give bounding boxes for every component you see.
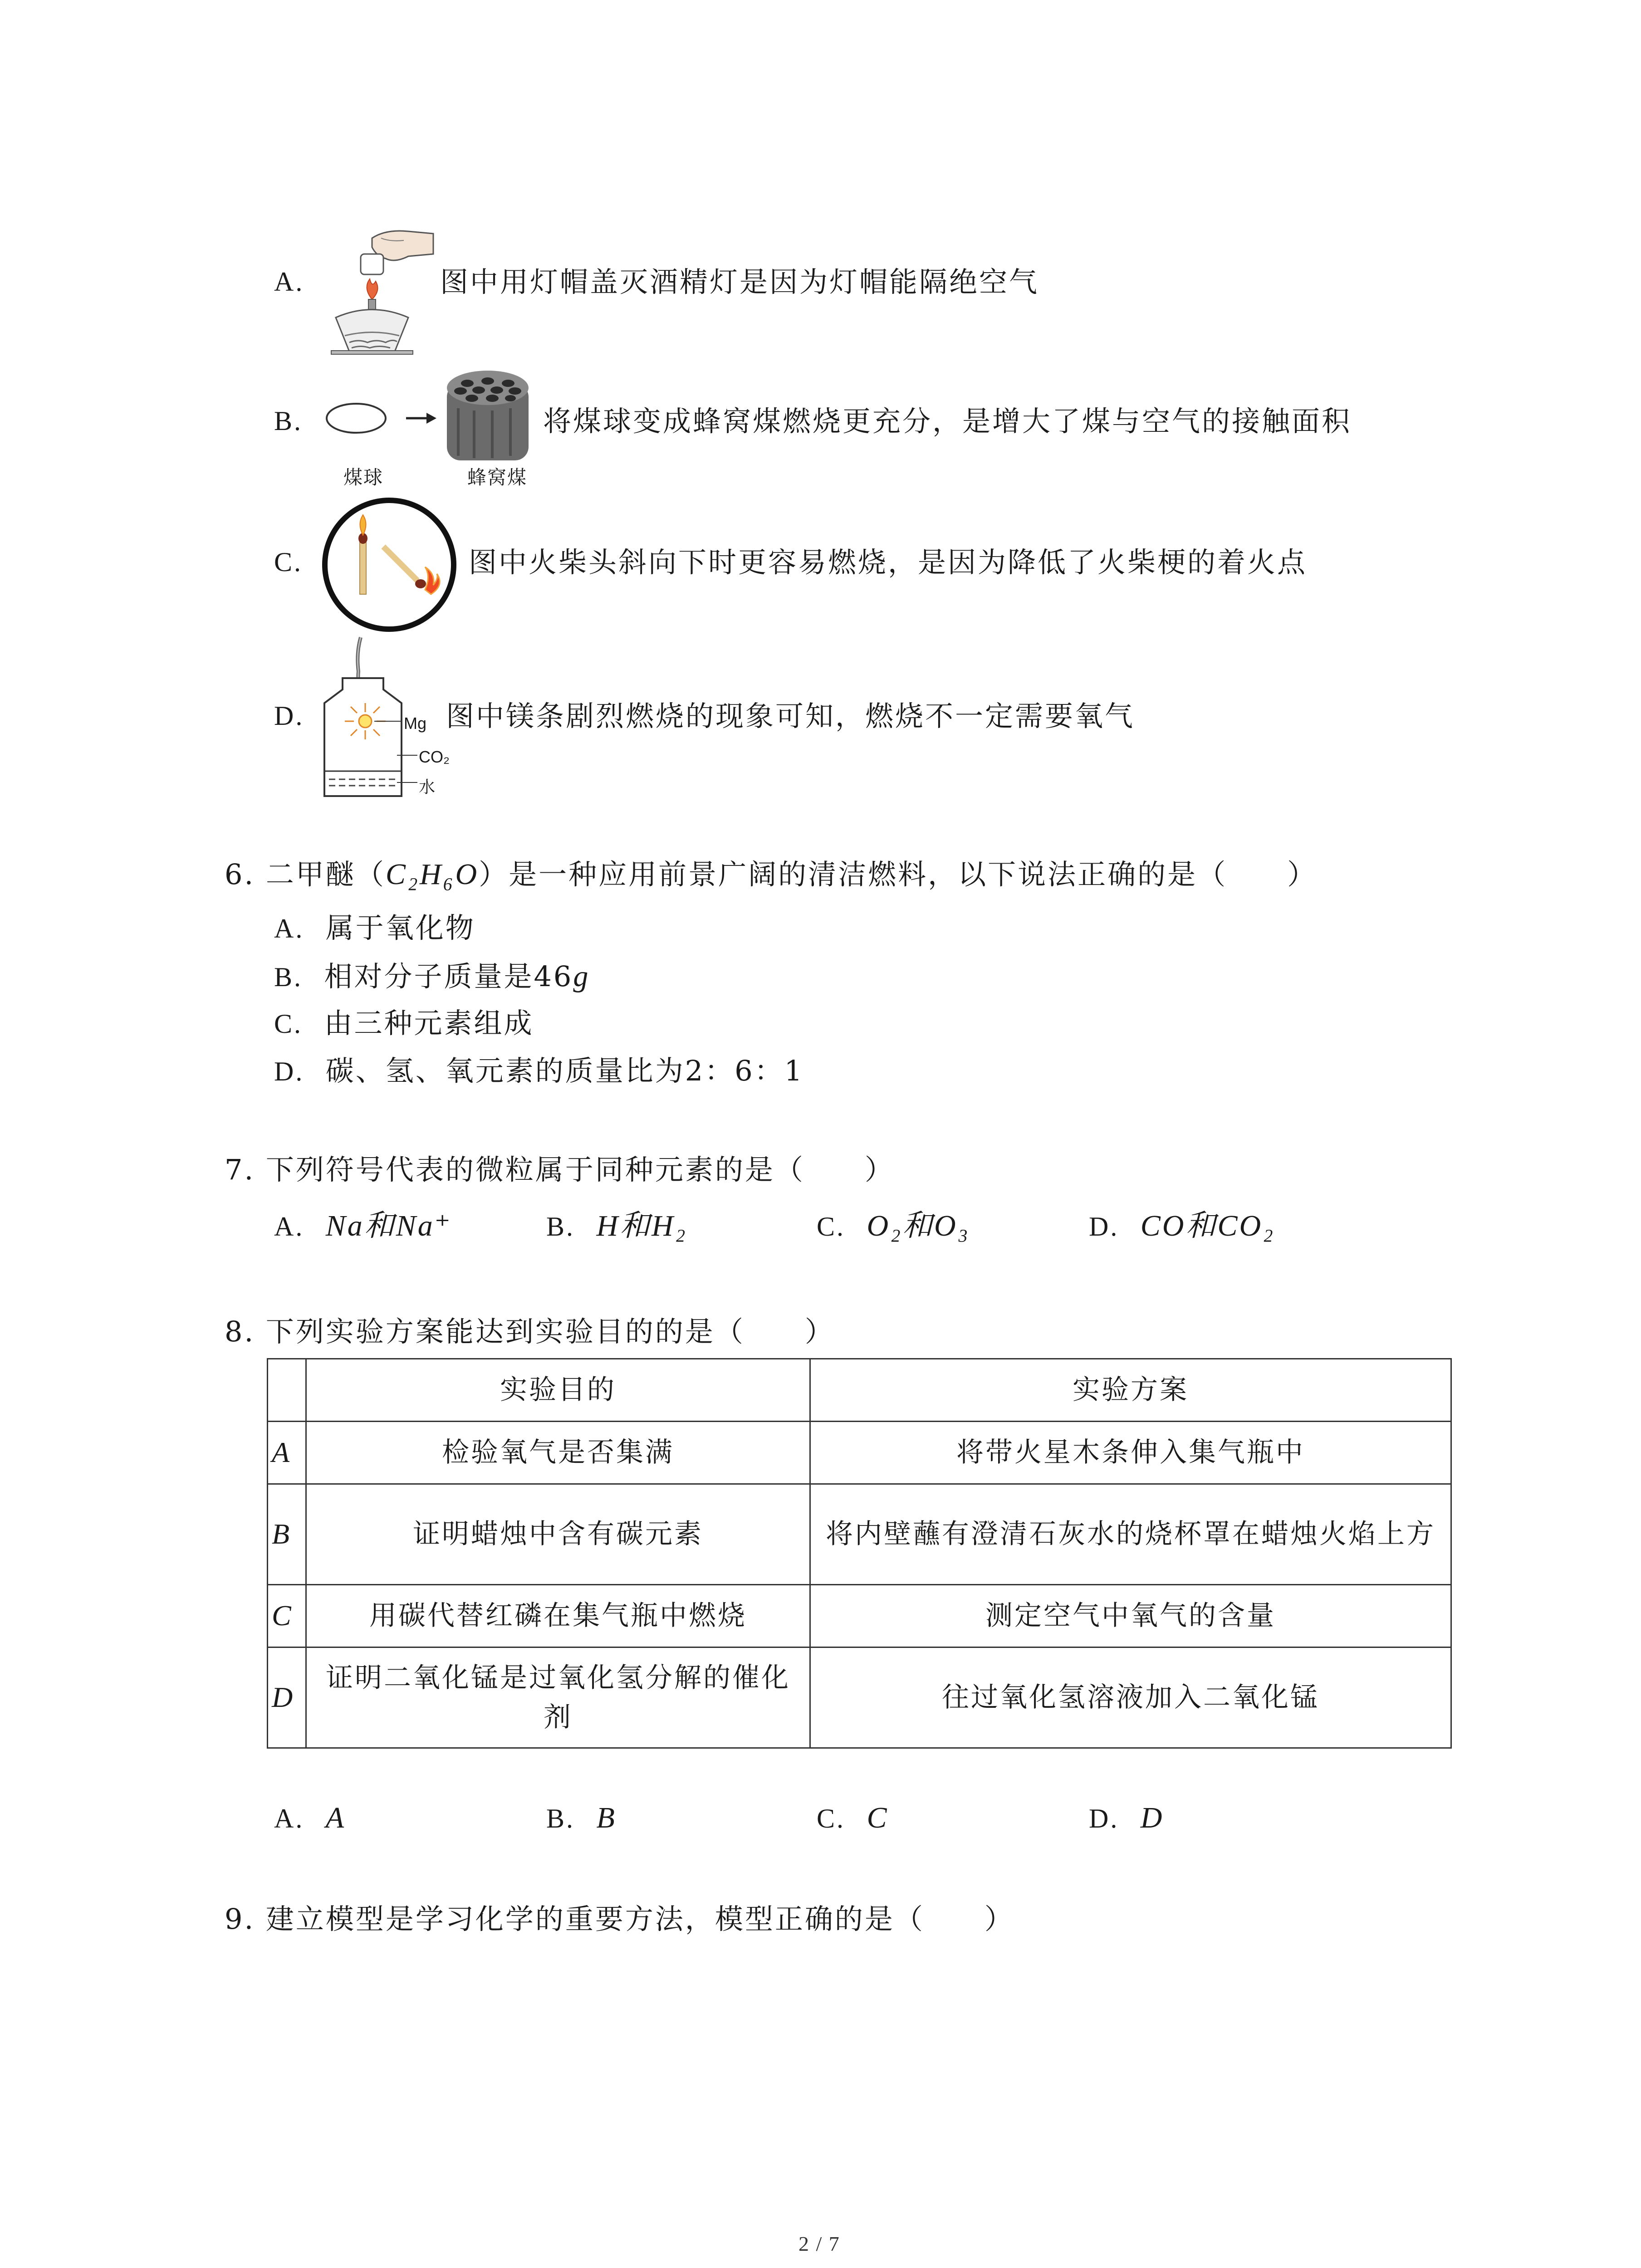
table-row-goal: 用碳代替红磷在集气瓶中燃烧: [306, 1585, 810, 1647]
experiment-table: [267, 1358, 1452, 1749]
q8-option-d-text: D: [1140, 1801, 1164, 1834]
q7-option-d-text: CO和CO₂: [1140, 1209, 1275, 1242]
q5-option-c-text: 图中火柴头斜向下时更容易燃烧，是因为降低了火柴梗的着火点: [469, 546, 1308, 579]
table-row: [268, 1647, 1451, 1748]
q6-option-c-text: 由三种元素组成: [324, 1007, 534, 1040]
q8-option-c: [817, 1803, 888, 1833]
q8-option-b-label: B.: [546, 1804, 575, 1833]
q7-option-c-text: O₂和O₃: [867, 1209, 970, 1242]
q5-option-b-label: B.: [274, 406, 303, 436]
q5-option-a-text: 图中用灯帽盖灭酒精灯是因为灯帽能隔绝空气: [440, 265, 1039, 298]
q8-option-d-label: D.: [1089, 1804, 1119, 1833]
q5-option-d-text: 图中镁条剧烈燃烧的现象可知，燃烧不一定需要氧气: [446, 699, 1135, 733]
co2-tag: CO₂: [419, 748, 450, 766]
q8-option-a-text: A: [325, 1801, 346, 1834]
q7-option-c-label: C.: [817, 1212, 846, 1242]
table-header-goal: 实验目的: [306, 1359, 810, 1422]
table-row-plan: 将内壁蘸有澄清石灰水的烧杯罩在蜡烛火焰上方: [810, 1484, 1451, 1585]
table-row-key: A: [268, 1422, 306, 1484]
mg-tag: Mg: [404, 714, 427, 733]
table-header-row: [268, 1359, 1451, 1422]
q6-option-d: [274, 1054, 804, 1087]
table-row: [268, 1422, 1451, 1484]
q8-option-b: [546, 1803, 617, 1833]
q5-option-d-label: D.: [274, 701, 304, 731]
q6-option-d-label: D.: [274, 1056, 304, 1086]
coal-ball-to-honeycomb-image: [318, 363, 554, 481]
q6-option-a: [274, 911, 475, 944]
match-burning-image: [320, 497, 460, 633]
q8-option-a: [274, 1803, 346, 1833]
q6-stem-suffix: ）是一种应用前景广阔的清洁燃料，以下说法正确的是（ ）: [479, 858, 1318, 891]
coal-ball-caption: 煤球: [343, 466, 384, 489]
table-row-goal: 证明二氧化锰是过氧化氢分解的催化剂: [306, 1647, 810, 1748]
q6-option-b: [274, 962, 590, 992]
q8-option-c-label: C.: [817, 1804, 846, 1833]
q8-option-a-label: A.: [274, 1804, 304, 1833]
table-row-goal: 证明蜡烛中含有碳元素: [306, 1484, 810, 1585]
q5-option-b-text: 将煤球变成蜂窝煤燃烧更充分，是增大了煤与空气的接触面积: [543, 405, 1352, 438]
water-tag: 水: [419, 778, 436, 797]
q6-stem-prefix: 6. 二甲醚（: [225, 858, 386, 891]
table-row-plan: 测定空气中氧气的含量: [810, 1585, 1451, 1647]
table-row-goal: 检验氧气是否集满: [306, 1422, 810, 1484]
table-row: [268, 1585, 1451, 1647]
q6-option-a-text: 属于氧化物: [325, 911, 475, 944]
q7-option-a: [274, 1211, 452, 1241]
q6-option-b-text: 相对分子质量是46: [324, 960, 573, 993]
page-number: 2 / 7: [798, 2232, 840, 2255]
q7-option-c: [817, 1211, 970, 1241]
table-row-plan: 往过氧化氢溶液加入二氧化锰: [810, 1647, 1451, 1748]
q6-option-c-label: C.: [274, 1009, 303, 1039]
q6-formula: C₂H₆O: [385, 858, 479, 891]
q8-option-c-text: C: [867, 1801, 889, 1834]
table-row-key: D: [268, 1647, 306, 1748]
q6-option-b-unit: g: [573, 960, 590, 993]
q7-stem: 7. 下列符号代表的微粒属于同种元素的是（ ）: [225, 1153, 895, 1186]
q5-option-a-label: A.: [274, 267, 304, 297]
q8-option-b-text: B: [596, 1801, 617, 1834]
q7-option-a-text: Na和Na⁺: [325, 1209, 452, 1242]
alcohol-lamp-cap-image: [318, 220, 436, 356]
q6-stem: [225, 860, 1317, 890]
q8-option-d: [1089, 1803, 1164, 1833]
honeycomb-coal-caption: 蜂窝煤: [467, 466, 528, 489]
q6-option-c: [274, 1007, 534, 1040]
q9-stem: 9. 建立模型是学习化学的重要方法，模型正确的是（ ）: [225, 1902, 1014, 1936]
table-header-key: [268, 1359, 306, 1422]
q7-option-a-label: A.: [274, 1212, 304, 1242]
table-row-key: C: [268, 1585, 306, 1647]
table-header-plan: 实验方案: [810, 1359, 1451, 1422]
q6-option-d-text: 碳、氢、氧元素的质量比为2：6：1: [325, 1054, 804, 1087]
q7-option-d: [1089, 1211, 1275, 1241]
q6-option-b-label: B.: [274, 962, 303, 992]
q7-option-b-text: H和H₂: [596, 1209, 687, 1242]
q7-option-d-label: D.: [1089, 1212, 1119, 1242]
q8-stem: 8. 下列实验方案能达到实验目的的是（ ）: [225, 1315, 835, 1348]
q7-option-b-label: B.: [546, 1212, 575, 1242]
table-row: [268, 1484, 1451, 1585]
table-row-plan: 将带火星木条伸入集气瓶中: [810, 1422, 1451, 1484]
table-row-key: B: [268, 1484, 306, 1585]
q7-option-b: [546, 1211, 687, 1241]
q6-option-a-label: A.: [274, 914, 304, 943]
q5-option-c-label: C.: [274, 547, 303, 577]
